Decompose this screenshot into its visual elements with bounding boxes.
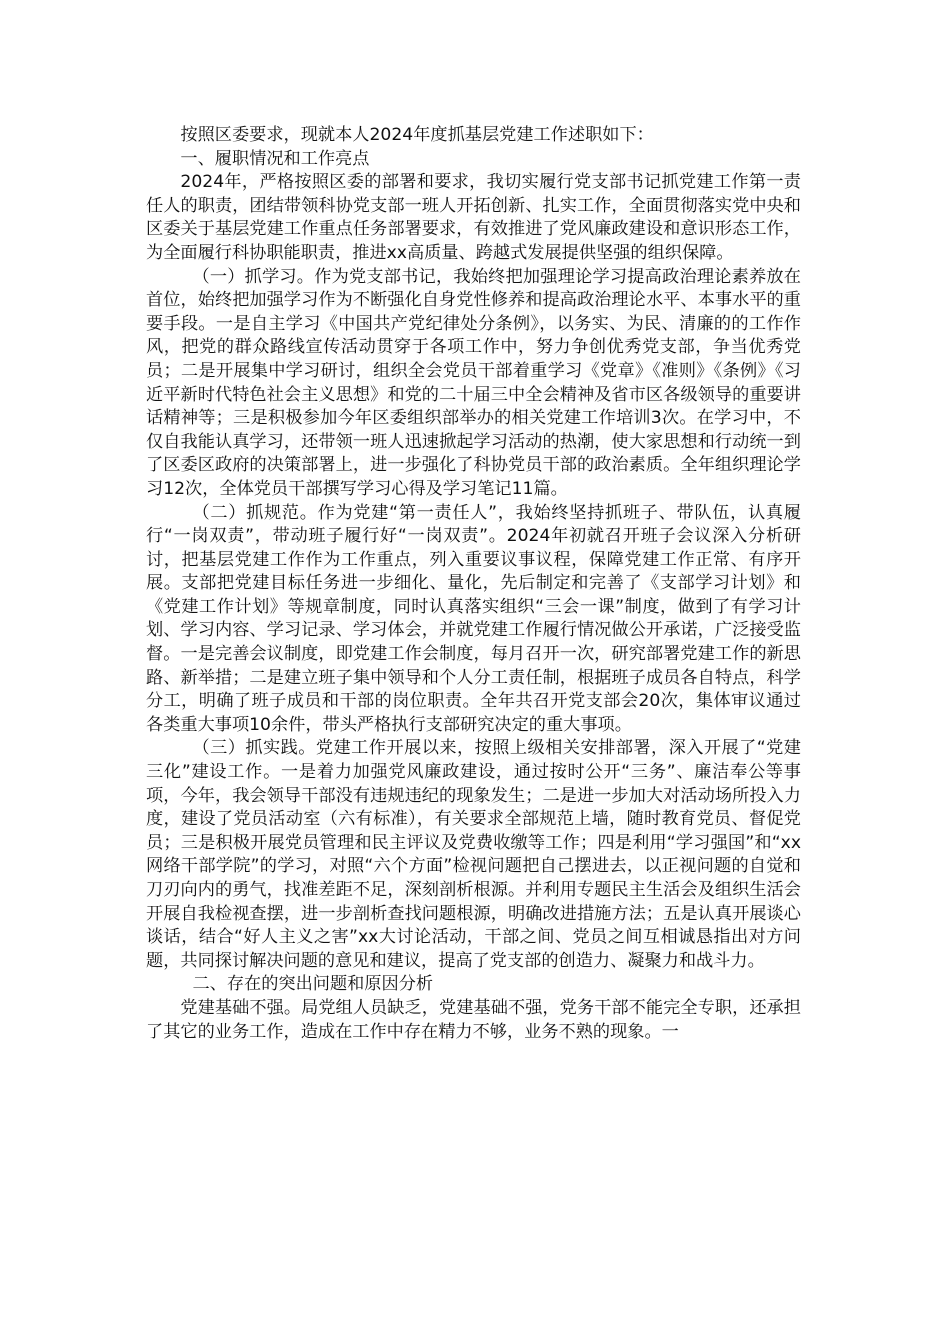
section-heading-1: 一、履职情况和工作亮点 — [180, 148, 370, 169]
paragraph-overview: 2024年，严格按照区委的部署和要求，我切实履行党支部书记抓党建工作第一责任人的职责，团结带领科协党支部一班人开拓创新、扎实工作，全面贯彻落实党中央和区委关于基层党建工作重点任务部署要求，有效推进了党风廉政建设和意识形态工作，为全面履行科协职能职责，推进xx高质量、跨越式发展提供坚强的组织保障。 — [146, 172, 801, 263]
paragraph-practice: （三）抓实践。党建工作开展以来，按照上级相关安排部署，深入开展了“党建三化”建设工作。一是着力加强党风廉政建设，通过按时公开“三务”、廉洁奉公等事项，今年，我会领导干部没有违规违纪的现象发生；二是进一步加大对活动场所投入力度，建设了党员活动室（六有标准），有关要求全部规范上墙，随时教育党员、督促党员；三是积极开展党员管理和民主评议及党费收缴等工作；四是利用“学习强国”和“xx网络干部学院”的学习，对照“六个方面”检视问题把自己摆进去，以正视问题的自觉和刀刃向内的勇气，找准差距不足，深刻剖析根源。并利用专题民主生活会及组织生活会开展自我检视查摆，进一步剖析查找问题根源，明确改进措施方法；五是认真开展谈心谈话，结合“好人主义之害”xx大讨论活动，干部之间、党员之间互相诚恳指出对方问题，共同探讨解决问题的意见和建议，提高了党支部的创造力、凝聚力和战斗力。 — [146, 738, 801, 971]
intro-paragraph: 按照区委要求，现就本人2024年度抓基层党建工作述职如下： — [180, 125, 654, 145]
paragraph-standards: （二）抓规范。作为党建“第一责任人”，我始终坚持抓班子、带队伍，认真履行“一岗双责”，带动班子履行好“一岗双责”。2024年初就召开班子会议深入分析研讨，把基层党建工作作为工作重点，列入重要议事议程，保障党建工作正常、有序开展。支部把党建目标任务进一步细化、量化，先后制定和完善了《支部学习计划》和《党建工作计划》等规章制度，同时认真落实组织“三会一课”制度，做到了有学习计划、学习内容、学习记录、学习体会，并就党建工作履行情况做公开承诺，广泛接受监督。一是完善会议制度，即党建工作会制度，每月召开一次，研究部署党建工作的新思路、新举措；二是建立班子集中领导和个人分工责任制，根据班子成员各自特点，科学分工，明确了班子成员和干部的岗位职责。全年共召开党支部会20次，集体审议通过各类重大事项10余件，带头严格执行支部研究决定的重大事项。 — [146, 502, 801, 735]
section-heading-2: 二、存在的突出问题和原因分析 — [192, 974, 434, 995]
paragraph-study: （一）抓学习。作为党支部书记，我始终把加强理论学习提高政治理论素养放在首位，始终把加强学习作为不断强化自身党性修养和提高政治理论水平、本事水平的重要手段。一是自主学习《中国共产党纪律处分条例》，以务实、为民、清廉的的工作作风，把党的群众路线宣传活动贯穿于各项工作中，努力争创优秀党支部，争当优秀党员；二是开展集中学习研讨，组织全会党员干部着重学习《党章》《准则》《条例》《习近平新时代特色社会主义思想》和党的二十届三中全会精神及省市区各级领导的重要讲话精神等；三是积极参加今年区委组织部举办的相关党建工作培训3次。在学习中，不仅自我能认真学习，还带领一班人迅速掀起学习活动的热潮，使大家思想和行动统一到了区委区政府的决策部署上，进一步强化了科协党员干部的政治素质。全年组织理论学习12次，全体党员干部撰写学习心得及学习笔记11篇。 — [146, 266, 801, 499]
document-body — [146, 124, 801, 1044]
paragraph-problems: 党建基础不强。局党组人员缺乏，党建基础不强，党务干部不能完全专职，还承担了其它的业务工作，造成在工作中存在精力不够，业务不熟的现象。一 — [146, 997, 801, 1042]
